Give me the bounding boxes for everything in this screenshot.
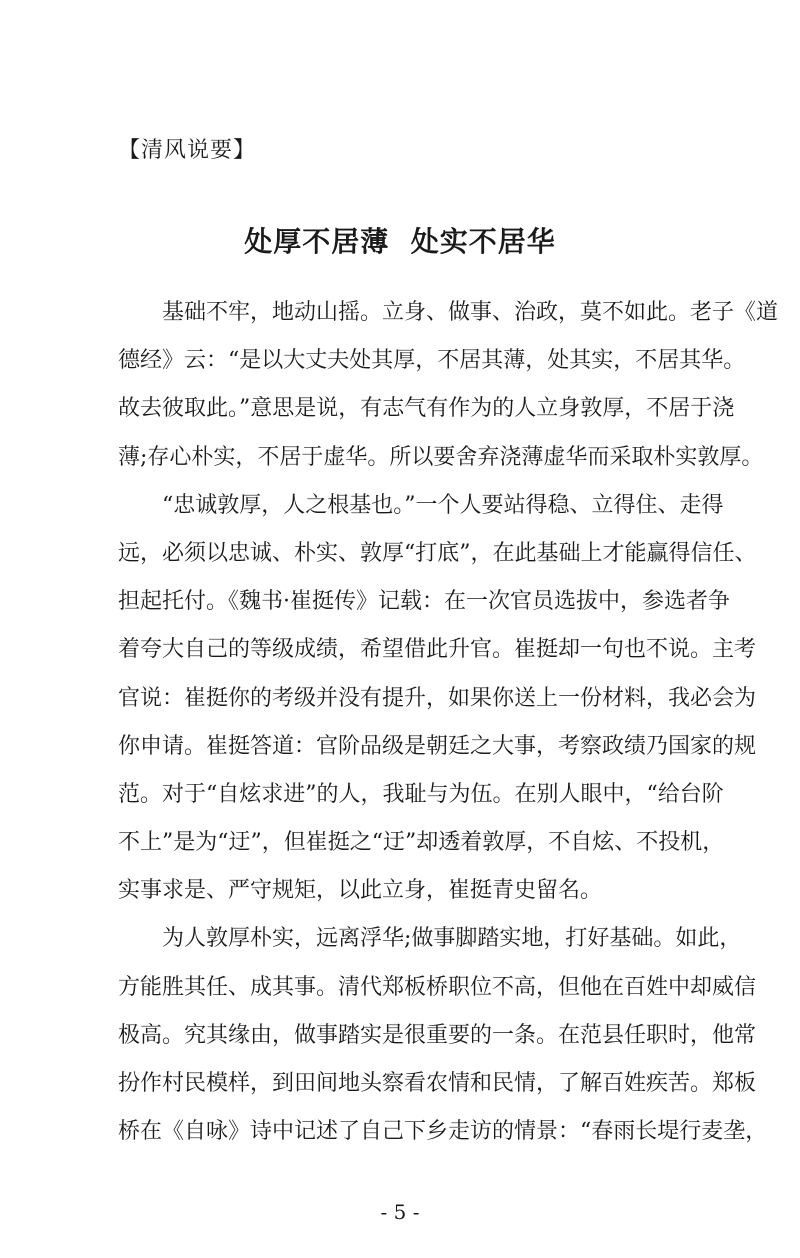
body-line: 远，必须以忠诚、朴实、敦厚“打底”，在此基础上才能赢得信任、 <box>118 540 757 566</box>
body-line: 担起托付。《魏书·崔挺传》记载：在一次官员选拔中，参选者争 <box>118 589 730 615</box>
body-line: 故去彼取此。”意思是说，有志气有作为的人立身敦厚，不居于浇 <box>118 396 735 422</box>
body-line: 实事求是、严守规矩，以此立身，崔挺青史留名。 <box>118 878 603 904</box>
body-line: 极高。究其缘由，做事踏实是很重要的一条。在范县任职时，他常 <box>118 1022 757 1048</box>
body-line: 范。对于“自炫求进”的人，我耻与为伍。在别人眼中，“给台阶 <box>118 781 724 807</box>
body-line: 不上”是为“迂”，但崔挺之“迂”却透着敦厚，不自炫、不投机， <box>118 830 725 856</box>
body-line: 着夸大自己的等级成绩，希望借此升官。崔挺却一句也不说。主考 <box>118 637 757 663</box>
body-line: 桥在《自咏》诗中记述了自己下乡走访的情景：“春雨长堤行麦垄， <box>118 1119 768 1145</box>
section-tag: 【清风说要】 <box>118 138 257 163</box>
body-line: 基础不牢，地动山摇。立身、做事、治政，莫不如此。老子《道 <box>162 300 779 325</box>
article-title: 处厚不居薄 处实不居华 <box>244 225 556 258</box>
page-number: - 5 - <box>380 1200 420 1224</box>
article-body <box>118 296 779 1163</box>
body-line: 你申请。崔挺答道：官阶品级是朝廷之大事，考察政绩乃国家的规 <box>118 733 757 759</box>
body-line: 德经》云：“是以大丈夫处其厚，不居其薄，处其实，不居其华。 <box>118 348 746 374</box>
body-line: 官说：崔挺你的考级并没有提升，如果你送上一份材料，我必会为 <box>118 685 757 711</box>
body-line: “忠诚敦厚，人之根基也。”一个人要站得稳、立得住、走得 <box>162 492 724 518</box>
body-line: 方能胜其任、成其事。清代郑板桥职位不高，但他在百姓中却威信 <box>118 974 757 1000</box>
body-line: 扮作村民模样，到田间地头察看农情和民情，了解百姓疾苦。郑板 <box>118 1071 757 1096</box>
body-line: 为人敦厚朴实，远离浮华;做事脚踏实地，打好基础。如此， <box>162 926 742 952</box>
body-line: 薄;存心朴实，不居于虚华。所以要舍弃浇薄虚华而采取朴实敦厚。 <box>118 444 764 470</box>
